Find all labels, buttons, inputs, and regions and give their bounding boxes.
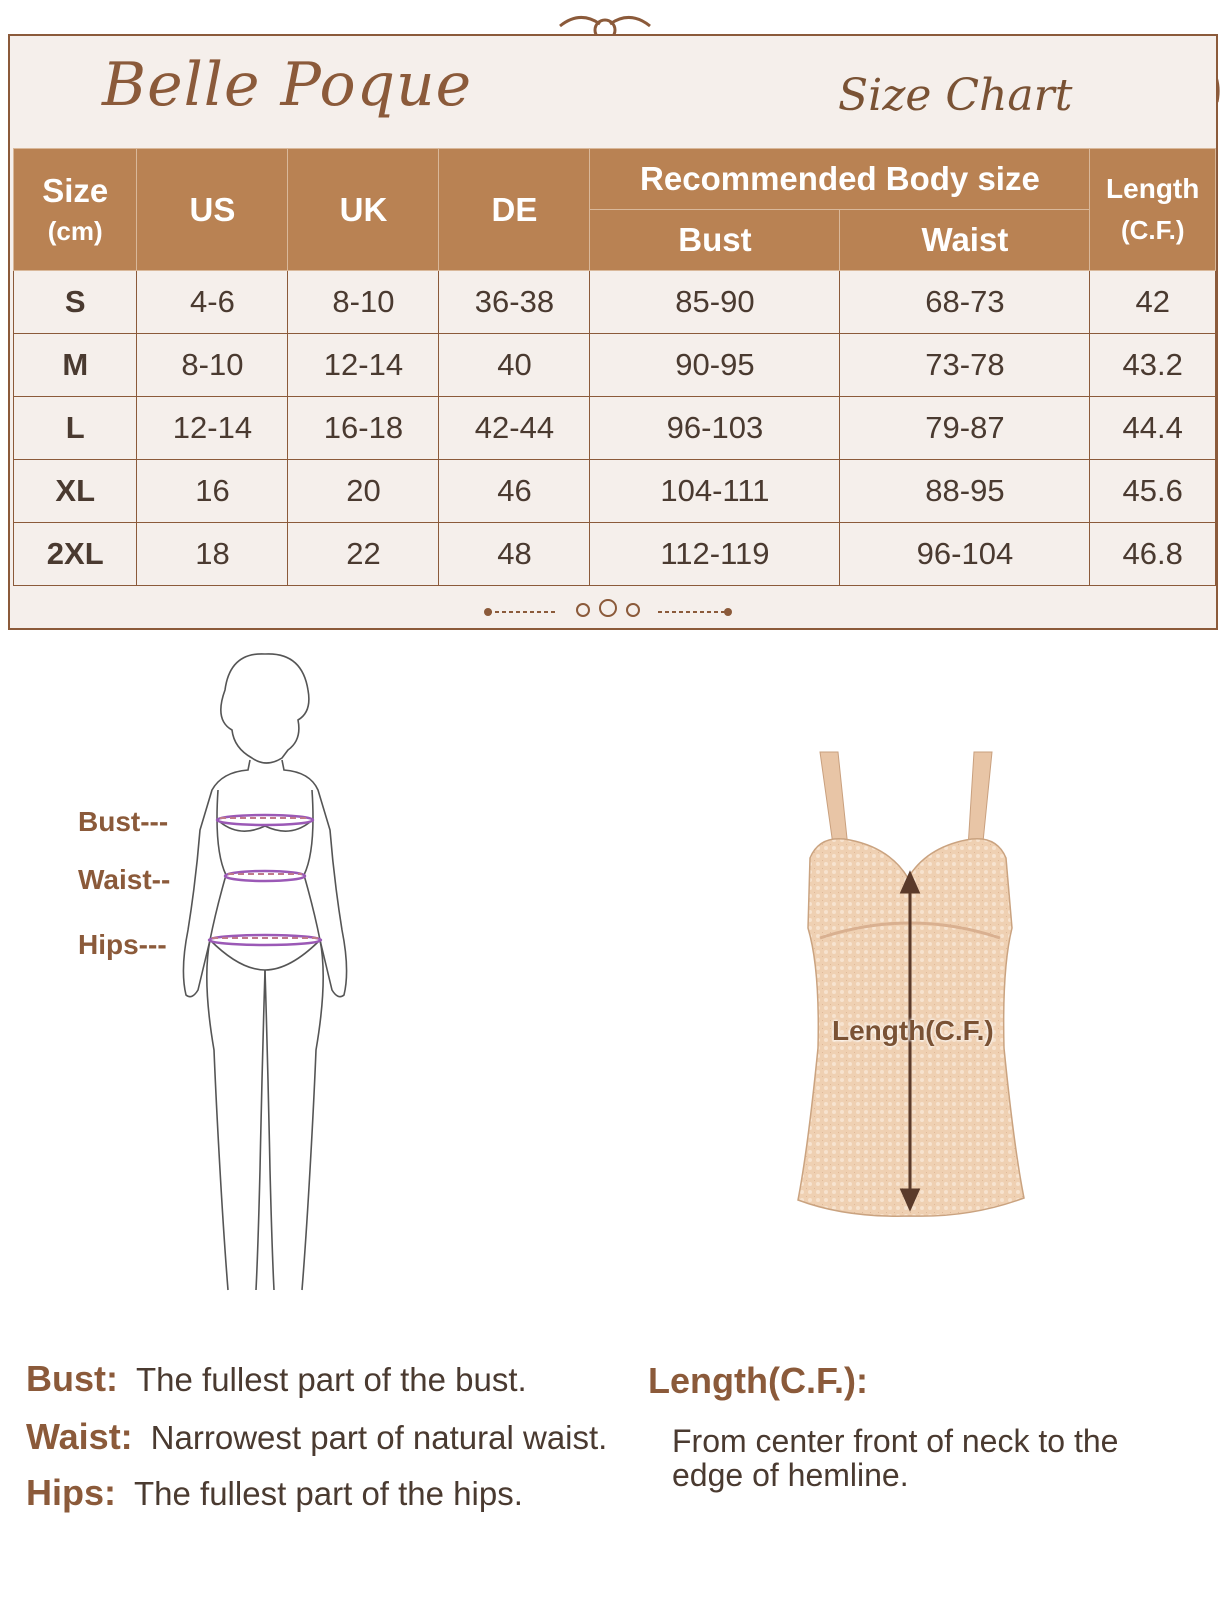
body-figure-illustration [170,650,360,1300]
brand-logo: Belle Poque [102,50,473,120]
garment-length-label: Length(C.F.) [832,1015,994,1046]
cell-uk: 20 [288,460,439,523]
cell-waist: 68-73 [840,271,1090,334]
definition-hips [26,1472,523,1514]
header-uk: UK [288,149,439,271]
header-size-label: Size [42,172,109,209]
header-bust: Bust [590,210,840,271]
cell-de: 36-38 [439,271,590,334]
table-row [14,334,1216,397]
cell-uk: 12-14 [288,334,439,397]
header-length-unit: (C.F.) [1120,215,1185,245]
cell-length: 44.4 [1090,397,1216,460]
cell-length: 42 [1090,271,1216,334]
table-row [14,271,1216,334]
cell-length: 45.6 [1090,460,1216,523]
table-row [14,523,1216,586]
cell-waist: 88-95 [840,460,1090,523]
definition-hips-term: Hips: [26,1472,116,1513]
cell-size: S [14,271,137,334]
cell-de: 48 [439,523,590,586]
chart-title: Size Chart [838,70,1073,121]
definition-length-term: Length(C.F.): [648,1360,868,1401]
cell-uk: 16-18 [288,397,439,460]
definition-bust-text: The fullest part of the bust. [136,1361,527,1398]
cell-uk: 22 [288,523,439,586]
header-size-unit: (cm) [47,216,103,246]
cell-bust: 85-90 [590,271,840,334]
bottom-divider-ornament [478,597,738,627]
cell-bust: 90-95 [590,334,840,397]
definition-bust [26,1358,527,1400]
cell-us: 4-6 [137,271,288,334]
sequin-camisole-image [790,748,1040,1228]
cell-bust: 96-103 [590,397,840,460]
definition-hips-text: The fullest part of the hips. [134,1475,523,1512]
cell-length: 46.8 [1090,523,1216,586]
definition-length-text: From center front of neck to the edge of hemline. [672,1423,1119,1493]
table-row [14,397,1216,460]
header-waist: Waist [840,210,1090,271]
cell-de: 42-44 [439,397,590,460]
bust-label: Bust--- [78,806,169,837]
cell-bust: 112-119 [590,523,840,586]
cell-waist: 73-78 [840,334,1090,397]
table-row [14,460,1216,523]
cell-bust: 104-111 [590,460,840,523]
header-length-label: Length [1106,173,1200,204]
definition-waist [26,1416,607,1458]
cell-uk: 8-10 [288,271,439,334]
hips-label: Hips--- [78,929,167,960]
header-us: US [137,149,288,271]
header-length [1090,149,1216,271]
cell-us: 8-10 [137,334,288,397]
header-size [14,149,137,271]
cell-waist: 96-104 [840,523,1090,586]
cell-de: 46 [439,460,590,523]
cell-length: 43.2 [1090,334,1216,397]
cell-us: 12-14 [137,397,288,460]
definition-bust-term: Bust: [26,1358,118,1399]
cell-size: XL [14,460,137,523]
size-table [13,148,1216,586]
cell-us: 16 [137,460,288,523]
cell-de: 40 [439,334,590,397]
header-recommended-body-size: Recommended Body size [590,149,1090,210]
cell-us: 18 [137,523,288,586]
cell-size: L [14,397,137,460]
cell-size: M [14,334,137,397]
header-de: DE [439,149,590,271]
cell-waist: 79-87 [840,397,1090,460]
definition-waist-term: Waist: [26,1416,133,1457]
waist-label: Waist-- [78,864,171,895]
cell-size: 2XL [14,523,137,586]
definition-waist-text: Narrowest part of natural waist. [150,1419,608,1456]
